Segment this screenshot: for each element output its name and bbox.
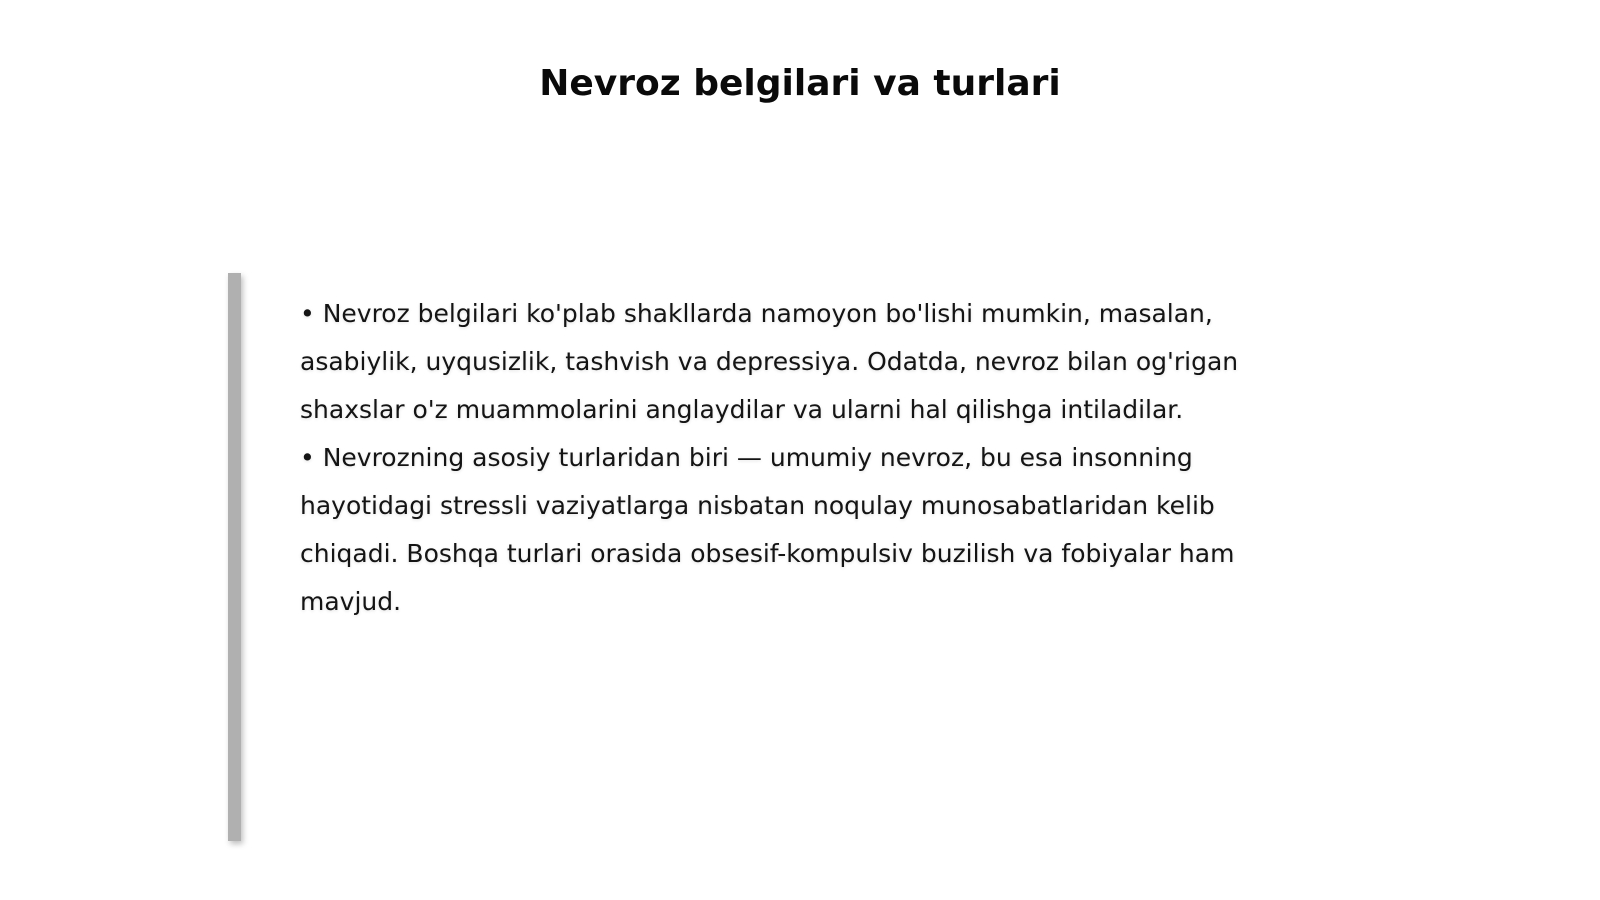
bullet-paragraph-1: • Nevroz belgilari ko'plab shakllarda namoyon bo'lishi mumkin, masalan, asabiylik, uyqusizlik, tashvish va depressiya. Odatda, nevroz bilan og'rigan shaxslar o'z muammolarini anglaydilar va ularni hal qilishga intiladilar. [300,299,1239,424]
slide-body [300,290,1260,626]
bullet-paragraph-2: • Nevrozning asosiy turlaridan biri — umumiy nevroz, bu esa insonning hayotidagi stressli vaziyatlarga nisbatan noqulay munosabatlaridan kelib chiqadi. Boshqa turlari orasida obsesif-kompulsiv buzilish va fobiyalar ham mavjud. [300,443,1235,616]
accent-bar [228,273,241,841]
slide-title: Nevroz belgilari va turlari [539,63,1061,104]
